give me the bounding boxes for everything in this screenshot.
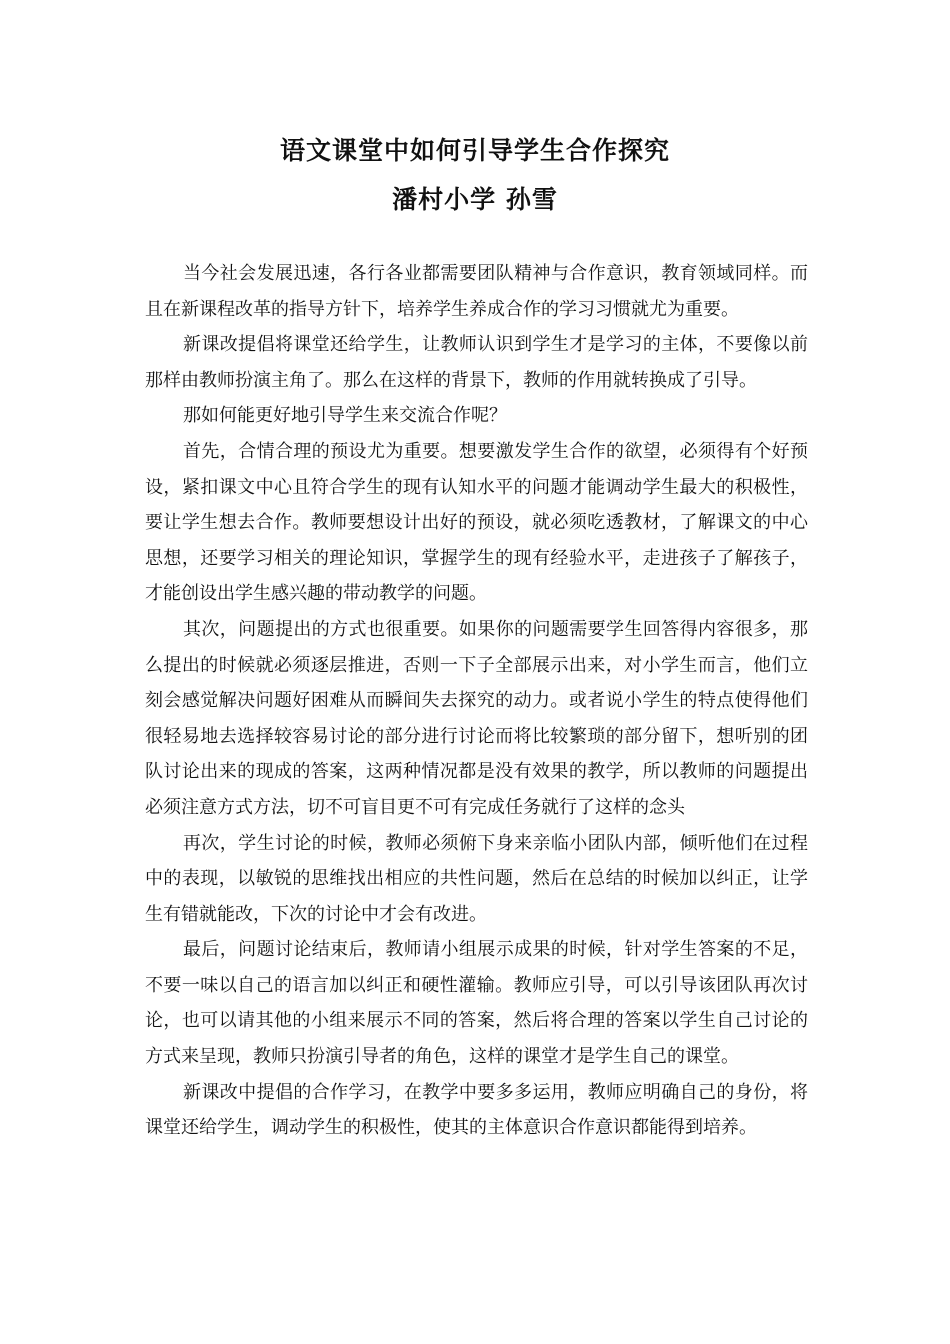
paragraph-6: 再次，学生讨论的时候，教师必须俯下身来亲临小团队内部，倾听他们在过程中的表现，以敏锐的思维找出相应的共性问题，然后在总结的时候加以纠正，让学生有错就能改，下次的讨论中才会有改进。	[145, 832, 808, 925]
paragraph-8: 新课改中提倡的合作学习，在教学中要多多运用，教师应明确自己的身份，将课堂还给学生，调动学生的积极性，使其的主体意识合作意识都能得到培养。	[145, 1081, 808, 1139]
paragraph-3: 那如何能更好地引导学生来交流合作呢？	[183, 405, 507, 427]
paragraph-4: 首先，合情合理的预设尤为重要。想要激发学生合作的欲望，必须得有个好预设，紧扣课文中心且符合学生的现有认知水平的问题才能调动学生最大的积极性，要让学生想去合作。教师要想设计出好的预设，就必须吃透教材，了解课文的中心思想，还要学习相关的理论知识，掌握学生的现有经验水平，走进孩子了解孩子，才能创设出学生感兴趣的带动教学的问题。	[145, 440, 808, 605]
author-line: 潘村小学 孙雪	[392, 185, 558, 214]
paragraph-2: 新课改提倡将课堂还给学生，让教师认识到学生才是学习的主体，不要像以前那样由教师扮演主角了。那么在这样的背景下，教师的作用就转换成了引导。	[145, 334, 808, 391]
paragraph-5: 其次，问题提出的方式也很重要。如果你的问题需要学生回答得内容很多，那么提出的时候就必须逐层推进，否则一下子全部展示出来，对小学生而言，他们立刻会感觉解决问题好困难从而瞬间失去探究的动力。或者说小学生的特点使得他们很轻易地去选择较容易讨论的部分进行讨论而将比较繁琐的部分留下，想听别的团队讨论出来的现成的答案，这两种情况都是没有效果的教学，所以教师的问题提出必须注意方式方法，切不可盲目更不可有完成任务就行了这样的念头	[145, 618, 808, 818]
document-body	[145, 256, 808, 1146]
paragraph-1: 当今社会发展迅速，各行各业都需要团队精神与合作意识，教育领域同样。而且在新课程改革的指导方针下，培养学生养成合作的学习习惯就尤为重要。	[145, 263, 808, 320]
paragraph-7: 最后，问题讨论结束后，教师请小组展示成果的时候，针对学生答案的不足，不要一味以自己的语言加以纠正和硬性灌输。教师应引导，可以引导该团队再次讨论，也可以请其他的小组来展示不同的答案，然后将合理的答案以学生自己讨论的方式来呈现，教师只扮演引导者的角色，这样的课堂才是学生自己的课堂。	[145, 939, 808, 1068]
document-title: 语文课堂中如何引导学生合作探究	[279, 136, 670, 165]
